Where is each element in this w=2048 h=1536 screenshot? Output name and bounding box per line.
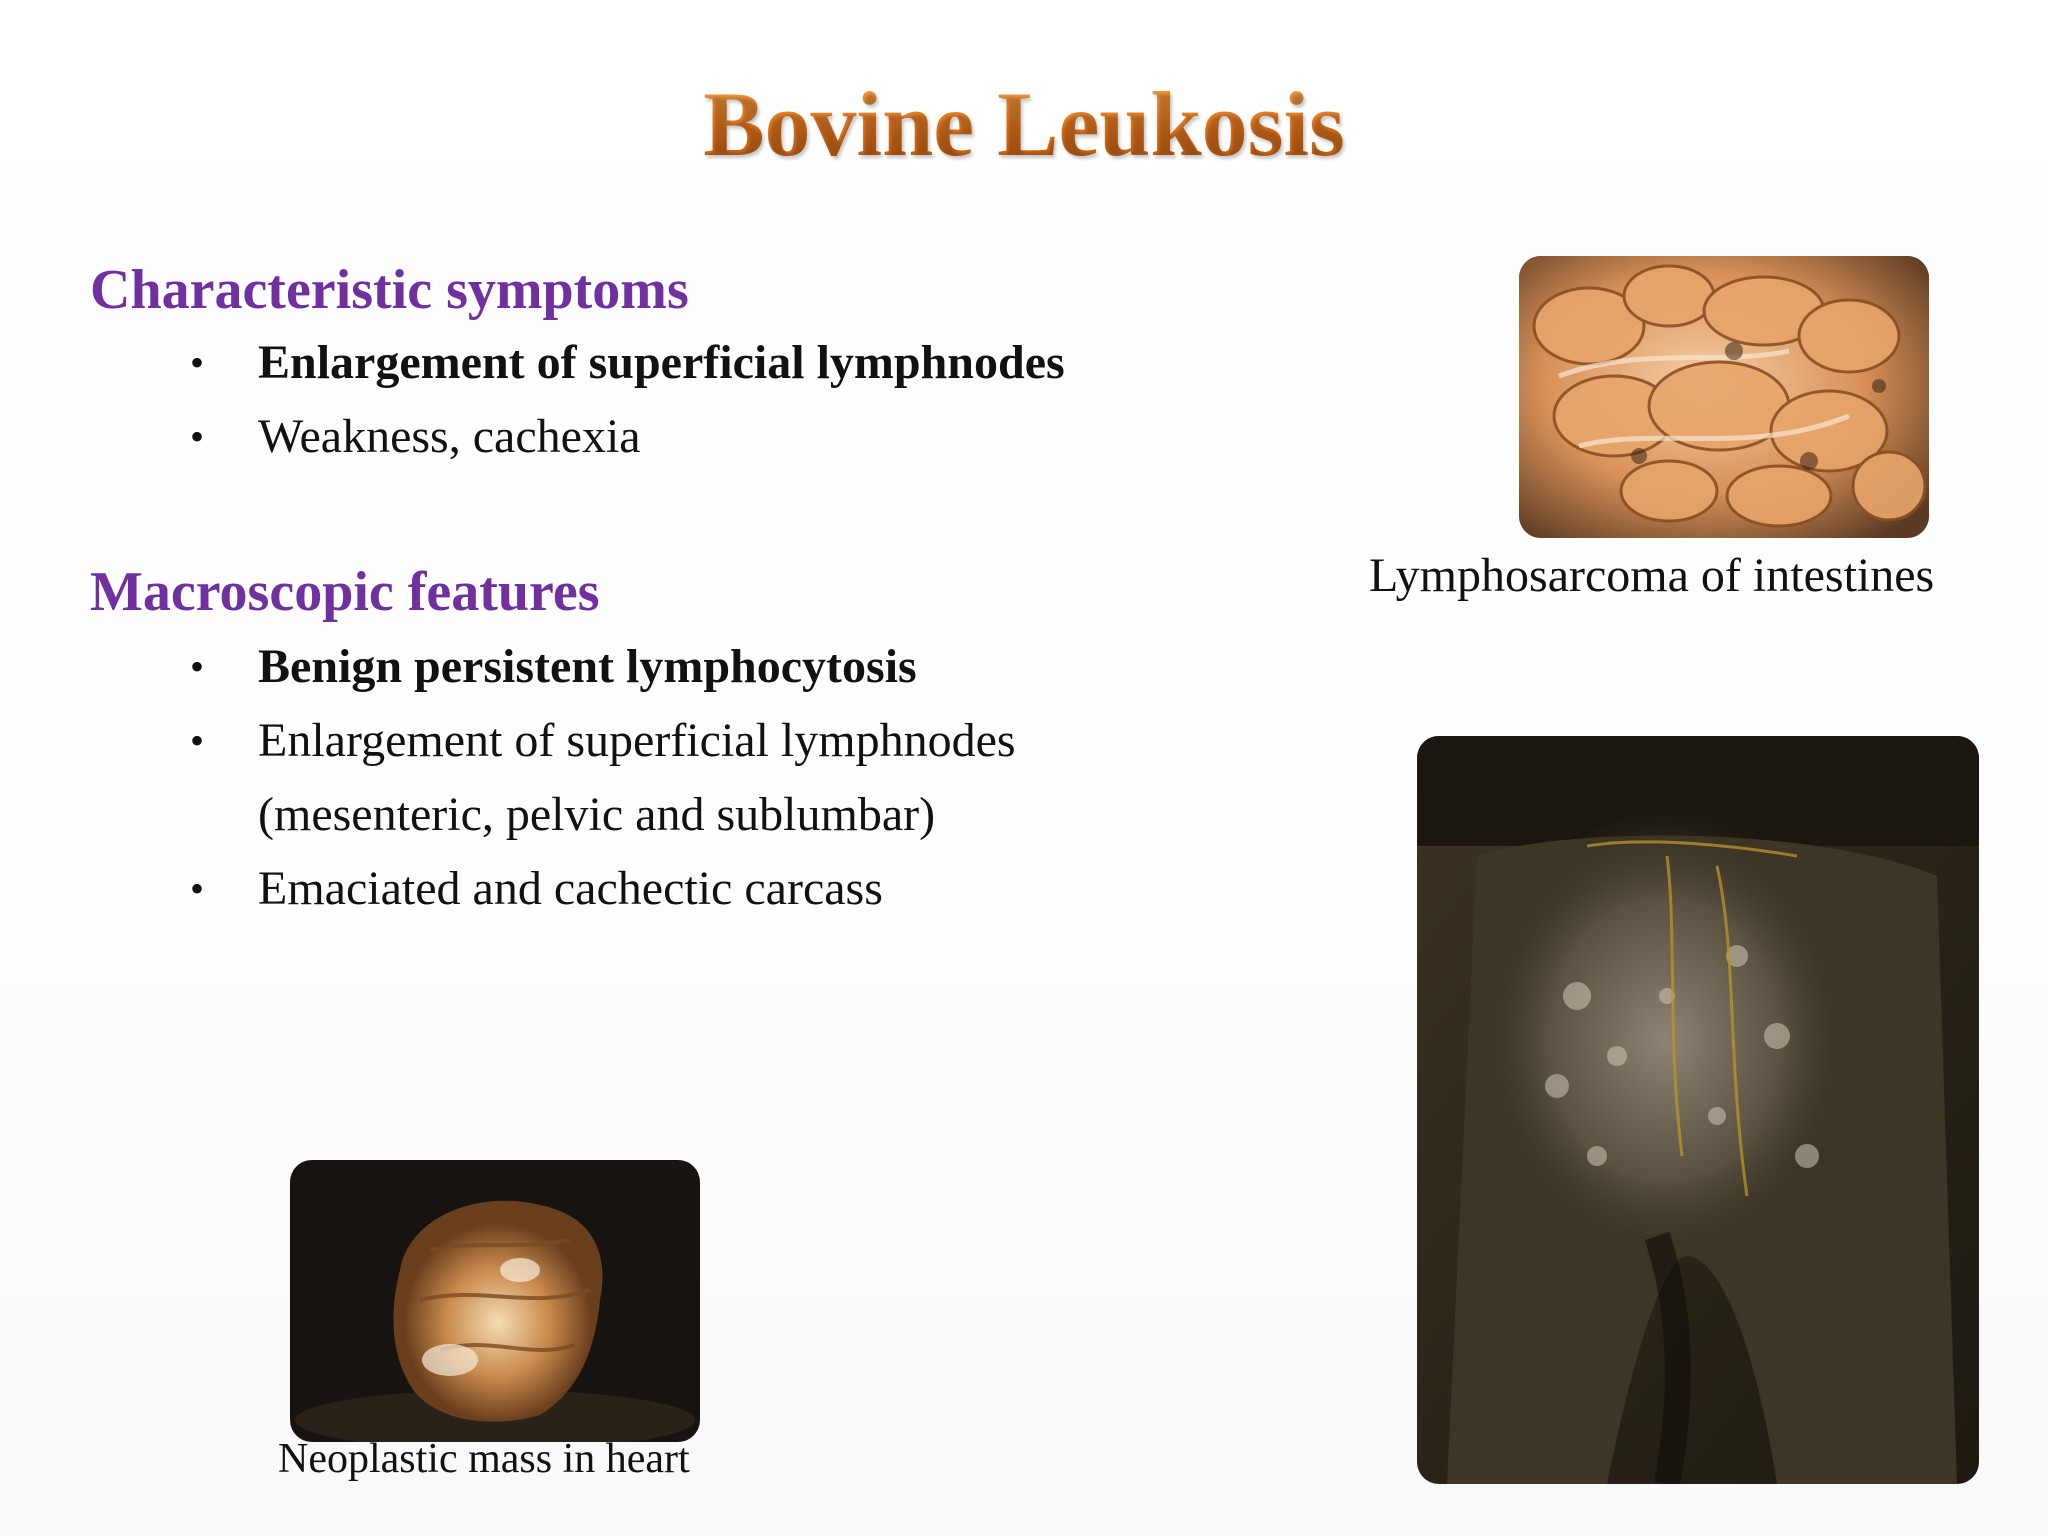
bullet-icon: • bbox=[190, 866, 205, 911]
heading-macroscopic-features: Macroscopic features bbox=[90, 561, 600, 623]
list-item: • Emaciated and cachectic carcass bbox=[190, 852, 1016, 926]
bullet-icon: • bbox=[190, 718, 205, 763]
heart-caption: Neoplastic mass in heart bbox=[278, 1436, 690, 1482]
specimen-photo bbox=[1417, 736, 1979, 1484]
symptoms-list bbox=[190, 326, 1065, 474]
list-item: • Benign persistent lymphocytosis bbox=[190, 630, 1016, 704]
list-item-continuation: (mesenteric, pelvic and sublumbar) bbox=[258, 788, 936, 841]
list-item: • Weakness, cachexia bbox=[190, 400, 1065, 474]
heading-characteristic-symptoms: Characteristic symptoms bbox=[90, 259, 689, 321]
bullet-icon: • bbox=[190, 414, 205, 459]
intestine-photo bbox=[1519, 256, 1929, 538]
list-item: • Enlargement of superficial lymphnodes bbox=[190, 704, 1016, 778]
bullet-icon: • bbox=[190, 340, 205, 385]
intestine-caption: Lymphosarcoma of intestines bbox=[1369, 549, 1935, 602]
heart-photo bbox=[290, 1160, 700, 1442]
slide-title: Bovine Leukosis bbox=[0, 78, 2048, 170]
bullet-icon: • bbox=[190, 644, 205, 689]
features-list bbox=[190, 630, 1016, 926]
list-item: • Enlargement of superficial lymphnodes bbox=[190, 326, 1065, 400]
